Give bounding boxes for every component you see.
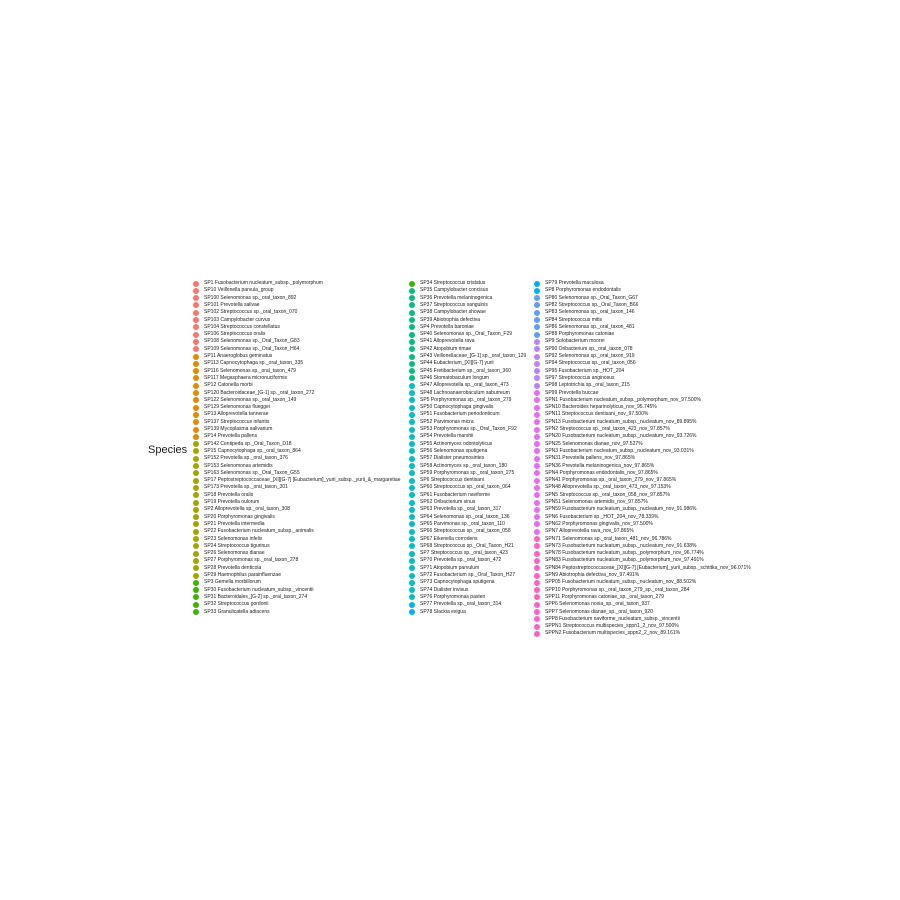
legend-label: SP32 Streptococcus gordonii xyxy=(204,601,269,608)
legend-label: SPN31 Prevotella pallens_nov_97.865% xyxy=(545,455,636,462)
legend-key-dot xyxy=(193,478,199,484)
legend-label: SP6 Streptococcus dentisani xyxy=(420,477,484,484)
legend-key-dot xyxy=(409,470,415,476)
legend-label: SP73 Capnocytophaga sputigena xyxy=(420,579,495,586)
legend-key-dot xyxy=(193,310,199,316)
legend-key-dot xyxy=(409,485,415,491)
legend-label: SP109 Selenomonas sp._Oral_Taxon_H64 xyxy=(204,345,300,352)
legend-key-dot xyxy=(534,521,540,527)
legend-label: SP59 Porphyromonas sp._oral_taxon_275 xyxy=(420,469,515,476)
legend-label: SP95 Fusobacterium sp._HOT_204 xyxy=(545,367,625,374)
legend-label: SP106 Streptococcus oralis xyxy=(204,331,266,338)
legend-label: SP56 Selenomonas sputigena xyxy=(420,447,488,454)
legend-key-dot xyxy=(534,288,540,294)
legend-key-dot xyxy=(409,463,415,469)
legend-key-dot xyxy=(193,332,199,338)
legend-label: SP163 Selenomonas sp._Oral_Taxon_G55 xyxy=(204,469,300,476)
legend-label: SP5 Porphyromonas sp._oral_taxon_279 xyxy=(420,396,512,403)
legend-key-dot xyxy=(534,339,540,345)
legend-key-dot xyxy=(534,507,540,513)
legend-key-dot xyxy=(193,354,199,360)
legend-key-dot xyxy=(409,361,415,367)
legend-key-dot xyxy=(409,448,415,454)
legend-label: SPPN1 Streptococcus multispecies_sppn1_2_nov_97.500% xyxy=(545,623,679,630)
legend-label: SP129 Selenomonas flueggei xyxy=(204,404,270,411)
legend-label: SP67 Eikenella corrodens xyxy=(420,535,478,542)
legend-label: SP100 Selenomonas sp._oral_taxon_892 xyxy=(204,294,297,301)
legend-key-dot xyxy=(193,543,199,549)
legend-key-dot xyxy=(534,302,540,308)
legend-key-dot xyxy=(534,405,540,411)
legend-label: SPN48 Alloprevotella sp._oral_taxon_473_nov_97.153% xyxy=(545,484,671,491)
legend-key-dot xyxy=(409,507,415,513)
legend-label: SP42 Atopobium rimae xyxy=(420,345,472,352)
legend-key-dot xyxy=(193,565,199,571)
legend-label: SP61 Fusobacterium naviforme xyxy=(420,491,491,498)
legend-key-dot xyxy=(193,339,199,345)
legend-label: SP79 Prevotella maculosa xyxy=(545,280,604,286)
legend-label: SP63 Prevotella sp._oral_taxon_317 xyxy=(420,506,502,513)
legend-key-dot xyxy=(193,573,199,579)
legend-key-dot xyxy=(534,295,540,301)
legend-label: SPN13 Fusobacterium nucleatum_subsp._nucleatum_nov_89.895% xyxy=(545,418,697,425)
legend-key-dot xyxy=(193,405,199,411)
legend-key-dot xyxy=(409,565,415,571)
legend-key-dot xyxy=(193,383,199,389)
legend-key-dot xyxy=(409,310,415,316)
legend-label: SPP6 Selenomonas noxia_sp._oral_taxon_937 xyxy=(545,601,650,608)
legend-label: SP44 Eubacterium_[XI][G-7] yurii xyxy=(420,360,494,367)
legend-label: SP13 Alloprevotella tannerae xyxy=(204,411,269,418)
legend-label: SP84 Streptococcus mitis xyxy=(545,316,602,323)
legend-label: SP48 Lachnoanaerobaculum saburreum xyxy=(420,389,510,396)
legend-key-dot xyxy=(193,324,199,330)
legend-key-dot xyxy=(193,390,199,396)
legend-label: SP17 Peptostreptococcaceae_[XI][G-7] [Eubacterium]_yurii_subsp._yurii_&_margaretiae xyxy=(204,477,401,484)
legend-key-dot xyxy=(534,573,540,579)
legend-key-dot xyxy=(409,368,415,374)
legend-key-dot xyxy=(193,441,199,447)
legend-key-dot xyxy=(534,514,540,520)
legend-label: SP76 Porphyromonas pasteri xyxy=(420,593,486,600)
legend-label: SP19 Prevotella oulorum xyxy=(204,499,260,505)
legend-key-dot xyxy=(409,587,415,593)
legend-key-dot xyxy=(193,514,199,520)
legend-label: SP82 Streptococcus sp._Oral_Taxon_B66 xyxy=(545,301,639,308)
legend-label: SP20 Porphyromonas gingivalis xyxy=(204,513,275,520)
legend-key-dot xyxy=(193,558,199,564)
legend-key-dot xyxy=(193,529,199,535)
legend-label: SP36 Prevotella melaninogenica xyxy=(420,294,493,301)
legend-label: SPN2 Streptococcus sp._oral_taxon_423_nov_97.857% xyxy=(545,426,670,432)
legend-key-dot xyxy=(534,448,540,454)
legend-key-dot xyxy=(409,529,415,535)
legend-label: SP62 Oribacterium sinus xyxy=(420,499,476,505)
legend-label: SPN83 Fusobacterium nucleatum_subsp._polymorphum_nov_97.491% xyxy=(545,557,704,564)
legend-label: SPP10 Porphyromonas sp._oral_taxon_279_sp._oral_taxon_284 xyxy=(545,586,690,593)
legend-label: SP153 Selenomonas artemidis xyxy=(204,462,273,469)
legend-key-dot xyxy=(409,405,415,411)
legend-label: SP37 Streptococcus sanguinis xyxy=(420,301,488,308)
legend-label: SP30 Fusobacterium nucleatum_subsp._vincentii xyxy=(204,586,314,593)
legend-label: SP78 Slackia exigua xyxy=(420,608,466,615)
legend-key-dot xyxy=(534,529,540,535)
legend-key-dot xyxy=(193,434,199,440)
legend-label: SPN41 Porphyromonas sp._oral_taxon_279_nov_97.865% xyxy=(545,477,677,484)
legend-label: SP72 Fusobacterium sp._Oral_Taxon_H27 xyxy=(420,572,516,578)
legend-label: SP53 Porphyromonas sp._Oral_Taxon_F92 xyxy=(420,426,517,432)
legend-label: SP58 Actinomyces sp._oral_taxon_180 xyxy=(420,462,507,469)
legend-key-dot xyxy=(193,587,199,593)
legend-key-dot xyxy=(409,383,415,389)
legend-key-dot xyxy=(193,427,199,433)
legend-label: SP33 Granulicatella adiacens xyxy=(204,608,270,615)
legend-label: SP38 Campylobacter showae xyxy=(420,309,486,316)
legend-label: SP29 Haemophilus parainfluenzae xyxy=(204,572,281,578)
legend-key-dot xyxy=(534,434,540,440)
legend-label: SP99 Prevotella buccae xyxy=(545,389,599,396)
legend-key-dot xyxy=(534,368,540,374)
legend-key-dot xyxy=(409,281,415,287)
legend-label: SP23 Selenomonas infelix xyxy=(204,535,263,542)
legend-title: Species xyxy=(148,444,188,456)
legend-label: SP120 Bacteroidaceae_[G-1] sp._oral_taxon_272 xyxy=(204,389,315,396)
legend-label: SP86 Selenomonas sp._oral_taxon_481 xyxy=(545,323,635,330)
legend-key-dot xyxy=(409,492,415,498)
legend-label: SPN4 Porphyromonas endodontalis_nov_97.865% xyxy=(545,469,658,476)
legend-key-dot xyxy=(534,332,540,338)
legend-key-dot xyxy=(534,427,540,433)
legend-label: SPN9 Abiotrophia defectiva_nov_97.491% xyxy=(545,572,640,578)
legend-key-dot xyxy=(534,397,540,403)
legend-key-dot xyxy=(409,478,415,484)
legend-key-dot xyxy=(193,368,199,374)
legend-key-dot xyxy=(534,551,540,557)
legend-label: SP64 Selenomonas sp._oral_taxon_136 xyxy=(420,513,510,520)
legend-key-dot xyxy=(193,317,199,323)
legend-label: SPN1 Fusobacterium nucleatum_subsp._polymorphum_nov_97.500% xyxy=(545,396,701,403)
legend-label: SP14 Prevotella pallens xyxy=(204,433,258,440)
legend-key-dot xyxy=(409,419,415,425)
legend-key-dot xyxy=(193,346,199,352)
legend-key-dot xyxy=(534,609,540,615)
legend-key-dot xyxy=(193,281,199,287)
legend-label: SPN20 Fusobacterium nucleatum_subsp._nucleatum_nov_93.726% xyxy=(545,433,697,440)
legend-label: SP2 Alloprevotella sp._oral_taxon_308 xyxy=(204,506,290,513)
legend-key-dot xyxy=(534,500,540,506)
legend-label: SP77 Prevotella sp._oral_taxon_314 xyxy=(420,601,502,608)
legend-label: SPP8 Fusobacterium naviforme_nucleatum_subsp._vincentii xyxy=(545,615,680,622)
legend-label: SP152 Prevotella sp._oral_taxon_376 xyxy=(204,455,288,462)
legend-label: SP60 Streptococcus sp._oral_taxon_064 xyxy=(420,484,511,491)
legend-label: SP98 Leptotrichia sp._oral_taxon_215 xyxy=(545,382,630,389)
legend-key-dot xyxy=(534,354,540,360)
legend-key-dot xyxy=(534,412,540,418)
legend-label: SPN10 Bacteroides heparinolyticus_nov_95.745% xyxy=(545,404,657,411)
legend-key-dot xyxy=(409,288,415,294)
legend-key-dot xyxy=(193,456,199,462)
legend-label: SP51 Fusobacterium periodonticum xyxy=(420,411,500,418)
legend-label: SPN59 Fusobacterium nucleatum_subsp._nucleatum_nov_91.986% xyxy=(545,506,697,513)
legend-label: SPP11 Porphyromonas catoniae_sp._oral_taxon_279 xyxy=(545,593,664,600)
legend-key-dot xyxy=(534,492,540,498)
legend-key-dot xyxy=(534,543,540,549)
legend-key-dot xyxy=(409,456,415,462)
legend-key-dot xyxy=(409,354,415,360)
legend-label: SPN84 Peptostreptococcaceae_[XI][G-7] [Eubacterium]_yurii_subsp._schtitka_nov_96.071% xyxy=(545,564,751,571)
legend-label: SP71 Atopobium parvulum xyxy=(420,564,480,571)
legend-label: SP101 Prevotella salivae xyxy=(204,301,260,308)
legend-key-dot xyxy=(193,302,199,308)
legend-key-dot xyxy=(534,324,540,330)
legend-key-dot xyxy=(409,346,415,352)
legend-key-dot xyxy=(534,463,540,469)
legend-label: SP52 Parvimonas micra xyxy=(420,418,474,425)
legend-key-dot xyxy=(193,580,199,586)
legend-key-dot xyxy=(193,397,199,403)
legend-key-dot xyxy=(193,470,199,476)
legend-key-dot xyxy=(409,558,415,564)
legend-label: SP9 Solobacterium moorei xyxy=(545,338,605,345)
legend-key-dot xyxy=(409,375,415,381)
legend-key-dot xyxy=(409,302,415,308)
legend-label: SPN11 Streptococcus dentisani_nov_97.500% xyxy=(545,411,649,418)
legend-key-dot xyxy=(534,616,540,622)
legend-label: SPN7 Alloprevotella rava_nov_97.865% xyxy=(545,528,634,535)
legend-label: SP21 Prevotella intermedia xyxy=(204,520,265,527)
legend-key-dot xyxy=(193,492,199,498)
legend-key-dot xyxy=(409,609,415,615)
legend-label: SP41 Alloprevotella rava xyxy=(420,338,475,345)
legend-key-dot xyxy=(534,456,540,462)
legend-key-dot xyxy=(193,609,199,615)
legend-label: SP113 Capnocytophaga sp._oral_taxon_335 xyxy=(204,360,304,367)
legend-label: SP97 Streptococcus anginosus xyxy=(545,374,615,381)
legend-label: SPP7 Selenomonas dianae_sp._oral_taxon_920 xyxy=(545,608,653,615)
legend-label: SPP05 Fusobacterium nucleatum_subsp._nucleatum_nov_88.502% xyxy=(545,579,697,586)
legend-label: SP45 Fretibacterium sp._oral_taxon_360 xyxy=(420,367,511,374)
legend-label: SP83 Selenomonas sp._oral_taxon_146 xyxy=(545,309,635,316)
legend-label: SPN62 Porphyromonas gingivalis_nov_97.500% xyxy=(545,520,653,527)
legend-label: SP80 Selenomonas sp._Oral_Taxon_G67 xyxy=(545,294,638,301)
legend-key-dot xyxy=(193,521,199,527)
legend-label: SP57 Dialister pneumosintes xyxy=(420,455,485,462)
legend-label: SP28 Prevotella denticola xyxy=(204,564,262,571)
legend-label: SP139 Mycoplasma salivarium xyxy=(204,426,273,432)
legend-key-dot xyxy=(409,573,415,579)
legend-label: SPPN2 Fusobacterium multispecies_sppn2_2_nov_89.161% xyxy=(545,630,681,637)
legend-key-dot xyxy=(534,536,540,542)
legend-key-dot xyxy=(534,485,540,491)
legend-key-dot xyxy=(193,412,199,418)
legend-key-dot xyxy=(534,390,540,396)
legend-key-dot xyxy=(534,624,540,630)
legend-key-dot xyxy=(534,470,540,476)
legend-label: SP104 Streptococcus constellatus xyxy=(204,323,280,330)
legend-label: SP18 Prevotella oralis xyxy=(204,491,254,498)
legend-key-dot xyxy=(409,441,415,447)
legend-label: SP15 Capnocytophaga sp._oral_taxon_864 xyxy=(204,447,301,454)
legend-key-dot xyxy=(193,288,199,294)
legend-label: SP92 Selenomonas sp._oral_taxon_919 xyxy=(545,353,635,359)
legend-key-dot xyxy=(193,507,199,513)
legend-label: SPN73 Fusobacterium nucleatum_subsp._nucleatum_nov_91.638% xyxy=(545,542,697,549)
legend-label: SP90 Oribacterium sp._oral_taxon_078 xyxy=(545,345,633,352)
legend-label: SPN78 Fusobacterium nucleatum_subsp._polymorphum_nov_96.774% xyxy=(545,550,704,557)
legend-key-dot xyxy=(193,375,199,381)
legend-key-dot xyxy=(409,324,415,330)
legend-label: SP55 Actinomyces odontolyticus xyxy=(420,440,493,447)
legend-key-dot xyxy=(193,448,199,454)
legend-label: SP65 Parvimonas sp._oral_taxon_110 xyxy=(420,520,505,527)
legend-label: SP103 Campylobacter curvus xyxy=(204,316,271,323)
legend-label: SP54 Prevotella marshii xyxy=(420,433,474,440)
legend-label: SP10 Veillonella parvula_group xyxy=(204,287,274,294)
legend-key-dot xyxy=(534,594,540,600)
legend-key-dot xyxy=(534,375,540,381)
legend-label: SP142 Centipeda sp._Oral_Taxon_D18 xyxy=(204,440,292,447)
legend-label: SP3 Gemella morbillorum xyxy=(204,579,261,586)
legend-key-dot xyxy=(193,485,199,491)
legend-key-dot xyxy=(409,427,415,433)
legend-key-dot xyxy=(534,441,540,447)
legend-key-dot xyxy=(534,346,540,352)
legend-label: SP24 Streptococcus tigurinus xyxy=(204,542,270,549)
legend-key-dot xyxy=(534,602,540,608)
legend-label: SPN25 Selenomonas dianae_nov_97.527% xyxy=(545,440,643,447)
legend-label: SP12 Catonella morbi xyxy=(204,382,253,389)
legend-key-dot xyxy=(193,594,199,600)
legend-key-dot xyxy=(409,580,415,586)
legend-key-dot xyxy=(193,536,199,542)
legend-key-dot xyxy=(534,558,540,564)
legend-label: SP7 Streptococcus sp._oral_taxon_423 xyxy=(420,550,508,557)
legend-key-dot xyxy=(409,434,415,440)
legend-label: SP8 Porphyromonas endodontalis xyxy=(545,287,621,294)
legend-label: SP31 Bacteroidales_[G-2] sp._oral_taxon_274 xyxy=(204,593,308,600)
legend-key-dot xyxy=(409,521,415,527)
legend-key-dot xyxy=(534,565,540,571)
legend-key-dot xyxy=(409,594,415,600)
legend-key-dot xyxy=(409,543,415,549)
legend-label: SP39 Abiotrophia defectiva xyxy=(420,316,481,323)
legend-label: SP117 Megasphaera micronuciformis xyxy=(204,374,288,381)
legend-label: SP173 Prevotella sp._oral_taxon_301 xyxy=(204,484,288,491)
legend-label: SP27 Porphyromonas sp._oral_taxon_278 xyxy=(204,557,299,564)
legend-label: SP35 Campylobacter concisus xyxy=(420,287,489,294)
legend-label: SP40 Selenomonas sp._Oral_Taxon_F29 xyxy=(420,331,513,338)
legend-label: SP116 Selenomonas sp._oral_taxon_479 xyxy=(204,367,296,374)
legend-key-dot xyxy=(193,419,199,425)
legend-key-dot xyxy=(534,587,540,593)
legend-key-dot xyxy=(193,551,199,557)
legend-label: SP70 Prevotella sp._oral_taxon_472 xyxy=(420,557,502,564)
legend-key-dot xyxy=(409,536,415,542)
legend-label: SP137 Streptococcus infantis xyxy=(204,418,270,425)
legend-key-dot xyxy=(409,602,415,608)
legend-key-dot xyxy=(409,317,415,323)
legend-label: SP122 Selenomonas sp._oral_taxon_149 xyxy=(204,396,297,403)
legend-key-dot xyxy=(534,281,540,287)
legend-key-dot xyxy=(193,361,199,367)
legend-key-dot xyxy=(409,339,415,345)
legend-label: SPN51 Selenomonas artemidis_nov_97.857% xyxy=(545,499,648,505)
legend-key-dot xyxy=(534,478,540,484)
legend-label: SPN5 Streptococcus sp._oral_taxon_058_nov_97.857% xyxy=(545,491,670,498)
legend-label: SPN36 Prevotella melaninogenica_nov_97.865% xyxy=(545,462,655,469)
legend-label: SPN6 Fusobacterium sp._HOT_204_nov_78.339% xyxy=(545,513,659,520)
legend-key-dot xyxy=(409,412,415,418)
legend-key-dot xyxy=(409,500,415,506)
legend-label: SP50 Capnocytophaga gingivalis xyxy=(420,404,494,411)
legend-key-dot xyxy=(193,500,199,506)
legend-key-dot xyxy=(534,317,540,323)
legend-label: SP88 Porphyromonas catoniae xyxy=(545,331,615,338)
legend-key-dot xyxy=(534,419,540,425)
legend-key-dot xyxy=(409,551,415,557)
legend-key-dot xyxy=(534,310,540,316)
legend-label: SP94 Streptococcus sp._oral_taxon_056 xyxy=(545,360,636,367)
legend-label: SPN3 Fusobacterium nucleatum_subsp._nucleatum_nov_93.031% xyxy=(545,447,694,454)
legend-key-dot xyxy=(409,514,415,520)
legend-key-dot xyxy=(409,332,415,338)
legend-key-dot xyxy=(534,631,540,637)
legend-label: SP43 Veillonellaceae_[G-1] sp._oral_taxon_129 xyxy=(420,353,527,359)
legend-key-dot xyxy=(409,390,415,396)
legend-label: SP74 Dialister invisus xyxy=(420,586,469,593)
legend-label: SP22 Fusobacterium nucleatum_subsp._animalis xyxy=(204,528,314,535)
legend-key-dot xyxy=(534,361,540,367)
legend-key-dot xyxy=(409,295,415,301)
legend-label: SP108 Selenomonas sp._Oral_Taxon_G83 xyxy=(204,338,300,345)
legend-label: SP66 Streptococcus sp._oral_taxon_058 xyxy=(420,528,511,535)
legend-key-dot xyxy=(409,397,415,403)
legend-key-dot xyxy=(534,383,540,389)
legend-key-dot xyxy=(534,580,540,586)
legend-label: SP68 Streptococcus sp._Oral_Taxon_H21 xyxy=(420,542,514,549)
legend-label: SP4 Prevotella baroniae xyxy=(420,323,474,330)
legend-label: SP26 Selenomonas dianae xyxy=(204,550,265,557)
legend-label: SP47 Alloprevotella sp._oral_taxon_473 xyxy=(420,382,509,389)
legend-key-dot xyxy=(193,602,199,608)
legend-label: SP34 Streptococcus cristatus xyxy=(420,280,486,286)
legend-key-dot xyxy=(193,295,199,301)
legend-label: SPN71 Selenomonas sp._oral_taxon_481_nov_96.786% xyxy=(545,535,672,542)
legend-label: SP102 Streptococcus sp._oral_taxon_070 xyxy=(204,309,298,316)
legend-label: SP11 Anaeroglobus geminatus xyxy=(204,353,273,359)
legend-key-dot xyxy=(193,463,199,469)
legend-label: SP46 Stomatobaculum longum xyxy=(420,374,489,381)
legend-label: SP1 Fusobacterium nucleatum_subsp._polymorphum xyxy=(204,280,323,286)
